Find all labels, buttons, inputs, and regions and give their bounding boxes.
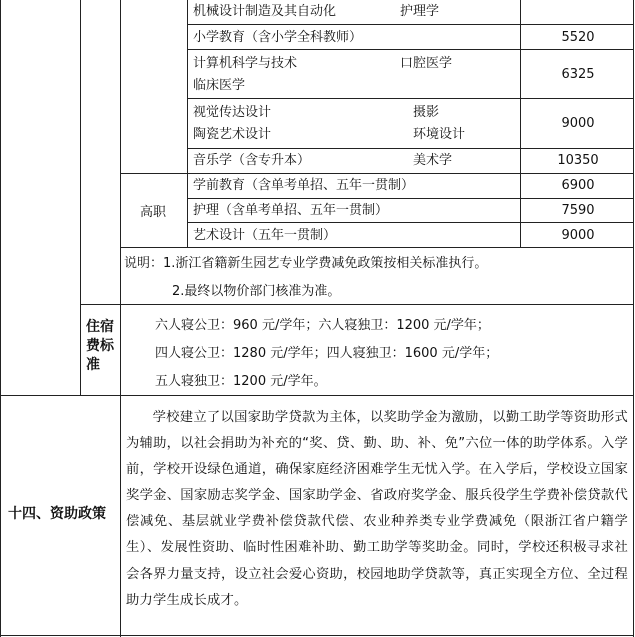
border-left [0,0,1,637]
row-line [187,98,634,99]
fee-value: 6325 [561,67,595,82]
fee-value: 10350 [557,153,599,168]
vocational-label: 高职 [140,205,167,220]
accommodation-line: 五人寝独卫：1200 元/学年。 [155,374,327,389]
major-name: 视觉传达设计 [193,105,272,120]
major-name: 机械设计制造及其自动化 [193,4,337,19]
major-name: 学前教育（含单考单招、五年一贯制） [193,178,415,193]
row-line [187,198,634,199]
fee-value: 6900 [561,178,595,193]
accommodation-label: 住宿费标准 [86,319,114,373]
fee-value: 9000 [561,228,595,243]
major-name: 小学教育（含小学全科教师） [193,30,363,45]
level-divider [187,0,188,247]
fee-value: 9000 [561,116,595,131]
fee-divider [520,0,521,247]
major-name: 美术学 [413,153,453,168]
major-name: 音乐学（含专升本） [193,153,311,168]
row-line [187,24,634,25]
border-right [633,0,634,637]
section-title: 十四、资助政策 [8,506,106,522]
major-name: 摄影 [413,105,440,120]
major-name: 陶瓷艺术设计 [193,127,272,142]
category-divider [120,0,121,637]
row-line [187,222,634,223]
aid-policy-text: 学校建立了以国家助学贷款为主体，以奖助学金为激励，以勤工助学等资助形式为辅助，以社会捐助为补充的“奖、贷、勤、助、补、免”六位一体的助学体系。入学前，学校开设绿色通道，确保家庭经济困难学生无忧入学。在入学后，学校设立国家奖学金、国家励志奖学金、国家助学金、省政府奖学金、服兵役学生学费补偿贷款代偿减免、基层就业学费补偿贷款代偿、农业种养类专业学费减免（限浙江省户籍学生）、发展性资助、临时性困难补助、勤工助学等奖助金。同时，学校还积极寻求社会各界力量支持，设立社会爱心资助，校园地助学贷款等，真正实现全方位、全过程助力学生成长成才。 [126,410,628,608]
fee-value: 7590 [561,203,595,218]
major-name: 口腔医学 [400,56,453,71]
tuition-note: 2.最终以物价部门核准为准。 [172,284,341,299]
tuition-note: 说明：1.浙江省籍新生园艺专业学费减免政策按相关标准执行。 [124,256,488,271]
subcol-divider [80,0,81,395]
row-line [80,304,634,305]
row-line [0,635,634,636]
row-line [120,247,634,248]
row-line [187,148,634,149]
major-name: 临床医学 [193,78,246,93]
accommodation-line: 六人寝公卫：960 元/学年；六人寝独卫：1200 元/学年； [155,318,490,333]
row-line [120,173,634,174]
row-line [187,49,634,50]
fee-value: 5520 [561,30,595,45]
major-name: 护理学 [400,4,440,19]
row-line [0,395,634,396]
major-name: 护理（含单考单招、五年一贯制） [193,203,389,218]
major-name: 环境设计 [413,127,466,142]
major-name: 艺术设计（五年一贯制） [193,228,337,243]
accommodation-line: 四人寝公卫：1280 元/学年；四人寝独卫：1600 元/学年； [155,346,499,361]
major-name: 计算机科学与技术 [193,56,298,71]
